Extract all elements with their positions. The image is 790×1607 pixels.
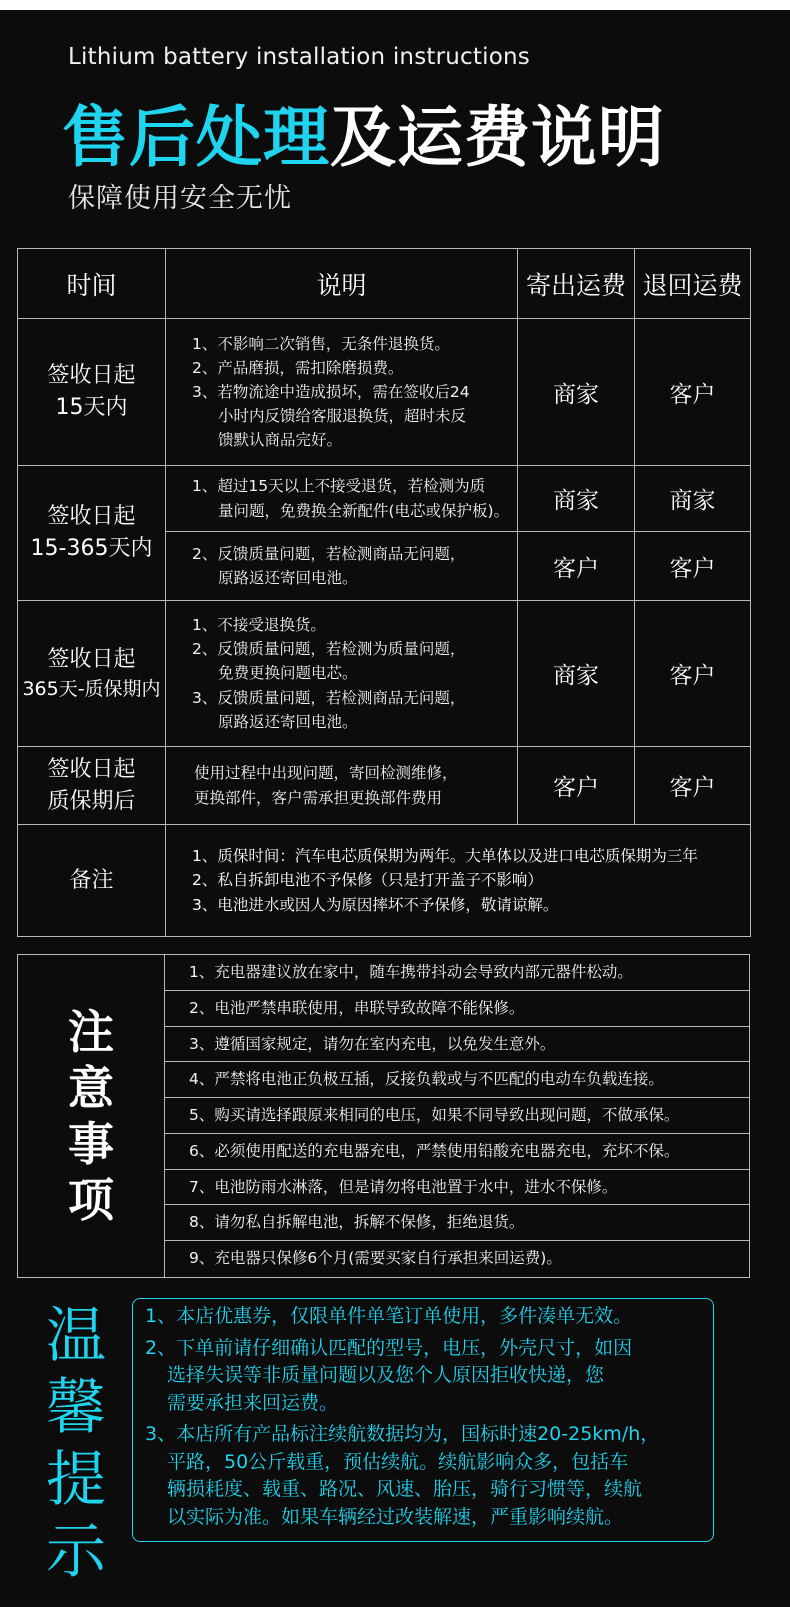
top-bar [0, 0, 790, 10]
header-desc: 说明 [166, 249, 518, 319]
tips-title [36, 1300, 116, 1588]
remark-line: 1、质保时间：汽车电芯质保期为两年。大单体以及进口电芯质保期为三年 [192, 847, 698, 866]
send-fee-cell: 商家 [518, 319, 635, 466]
list-item: 2、电池严禁串联使用，串联导致故障不能保修。 [165, 991, 749, 1027]
remark-row [18, 825, 751, 937]
desc-line: 更换部件，客户需承担更换部件费用 [194, 788, 443, 807]
desc-line: 2、产品磨损，需扣除磨损费。 [192, 358, 404, 377]
tip-item [145, 1303, 707, 1331]
list-item: 4、严禁将电池正负极互插，反接负载或与不匹配的电动车负载连接。 [165, 1062, 749, 1098]
desc-line: 3、反馈质量问题，若检测商品无问题， [192, 688, 466, 707]
desc-line: 1、不接受退换货。 [192, 616, 326, 635]
notice-title-char: 注 [68, 1004, 114, 1059]
return-fee-cell: 客户 [635, 747, 751, 825]
tips-title-char: 馨 [46, 1373, 106, 1443]
desc-line: 1、超过15天以上不接受退货，若检测为质 [192, 477, 486, 496]
desc-line: 原路返还寄回电池。 [218, 569, 358, 587]
desc-cell [166, 747, 518, 825]
remark-label: 备注 [18, 825, 166, 937]
notice-title-char: 事 [68, 1117, 114, 1171]
tip-line: 以实际为准。如果车辆经过改装解速，严重影响续航。 [167, 1505, 624, 1528]
list-item: 9、充电器只保修6个月(需要买家自行承担来回运费)。 [189, 1249, 562, 1268]
header-send-fee: 寄出运费 [518, 249, 635, 319]
tip-line: 需要承担来回运费。 [167, 1391, 339, 1414]
table-header-row [18, 249, 751, 319]
return-fee-cell: 客户 [635, 319, 751, 466]
page-title [62, 84, 665, 179]
send-fee-cell: 商家 [518, 601, 635, 747]
time-cell [18, 747, 166, 825]
time-line: 签收日起 [47, 363, 136, 389]
table-row [18, 601, 751, 747]
time-line: 签收日起 [47, 504, 136, 530]
tagline: 保障使用安全无忧 [68, 183, 292, 214]
remark-line: 3、电池进水或因人为原因摔坏不予保修，敬请谅解。 [192, 895, 559, 914]
after-sales-table [17, 248, 751, 937]
desc-line: 3、若物流途中造成损坏，需在签收后24 [192, 382, 470, 401]
list-item: 5、购买请选择跟原来相同的电压，如果不同导致出现问题，不做承保。 [165, 1098, 749, 1134]
time-line: 15-365天内 [30, 536, 153, 561]
header-return-fee: 退回运费 [635, 249, 751, 319]
title-rest: 及运费说明 [330, 99, 665, 176]
header-time: 时间 [18, 249, 166, 319]
time-cell [18, 319, 166, 466]
tip-line: 辆损耗度、载重、路况、风速、胎压，骑行习惯等，续航 [167, 1478, 643, 1501]
time-line: 15天内 [55, 395, 128, 420]
desc-line: 馈默认商品完好。 [218, 431, 343, 450]
desc-line: 1、不影响二次销售，无条件退换货。 [192, 334, 450, 353]
time-cell [18, 466, 166, 601]
notice-title-char: 项 [68, 1173, 114, 1228]
list-item: 3、遵循国家规定，请勿在室内充电，以免发生意外。 [165, 1027, 749, 1063]
send-fee-cell: 客户 [518, 532, 635, 601]
desc-cell [166, 601, 518, 747]
desc-line: 小时内反馈给客服退换货，超时未反 [218, 407, 467, 425]
time-line: 365天-质保期内 [22, 677, 161, 700]
send-fee-cell: 客户 [518, 747, 635, 825]
notice-section [17, 954, 750, 1278]
tips-title-char: 示 [46, 1517, 106, 1587]
tips-title-char: 温 [46, 1301, 106, 1371]
remark-cell [166, 825, 751, 937]
tip-line: 1、本店优惠券，仅限单件单笔订单使用，多件凑单无效。 [145, 1305, 633, 1327]
tip-line: 平路，50公斤载重，预估续航。续航影响众多，包括车 [167, 1450, 629, 1473]
time-cell [18, 601, 166, 747]
list-item: 1、充电器建议放在家中，随车携带抖动会导致内部元器件松动。 [165, 955, 749, 991]
return-fee-cell: 客户 [635, 601, 751, 747]
desc-line: 量问题，免费换全新配件(电芯或保护板)。 [218, 501, 510, 520]
english-subtitle: Lithium battery installation instructions [68, 44, 530, 70]
desc-line: 免费更换问题电芯。 [218, 664, 358, 683]
tip-line: 3、本店所有产品标注续航数据均为，国标时速20-25km/h， [145, 1423, 660, 1446]
list-item: 8、请勿私自拆解电池，拆解不保修，拒绝退货。 [165, 1205, 749, 1241]
desc-cell [166, 319, 518, 466]
return-fee-cell: 商家 [635, 466, 751, 532]
list-item: 7、电池防雨水淋落，但是请勿将电池置于水中，进水不保修。 [165, 1170, 749, 1206]
remark-line: 2、私自拆卸电池不予保修（只是打开盖子不影响） [192, 871, 543, 890]
time-line: 质保期后 [47, 788, 136, 814]
list-item: 6、必须使用配送的充电器充电，严禁使用铅酸充电器充电，充坏不保。 [165, 1134, 749, 1170]
desc-cell [166, 532, 518, 601]
notice-title-char: 意 [68, 1060, 114, 1115]
notice-title [18, 955, 165, 1277]
desc-line: 使用过程中出现问题，寄回检测维修， [194, 764, 458, 783]
desc-line: 原路返还寄回电池。 [218, 712, 358, 731]
desc-line: 2、反馈质量问题，若检测为质量问题， [192, 640, 466, 659]
tips-box [132, 1298, 714, 1542]
tip-line: 选择失误等非质量问题以及您个人原因拒收快递，您 [167, 1364, 605, 1387]
tips-title-char: 提 [46, 1445, 106, 1515]
send-fee-cell: 商家 [518, 466, 635, 532]
time-line: 签收日起 [47, 646, 136, 672]
table-row [18, 319, 751, 466]
tip-line: 2、下单前请仔细确认匹配的型号，电压，外壳尺寸，如因 [145, 1336, 633, 1359]
time-line: 签收日起 [47, 756, 136, 782]
return-fee-cell: 客户 [635, 532, 751, 601]
tip-item [145, 1335, 707, 1418]
notice-list [165, 955, 749, 1277]
desc-cell [166, 466, 518, 532]
table-row [18, 466, 751, 532]
title-accent: 售后处理 [62, 99, 330, 176]
tip-item [145, 1421, 707, 1531]
desc-line: 2、反馈质量问题，若检测商品无问题， [192, 544, 466, 563]
table-row [18, 747, 751, 825]
